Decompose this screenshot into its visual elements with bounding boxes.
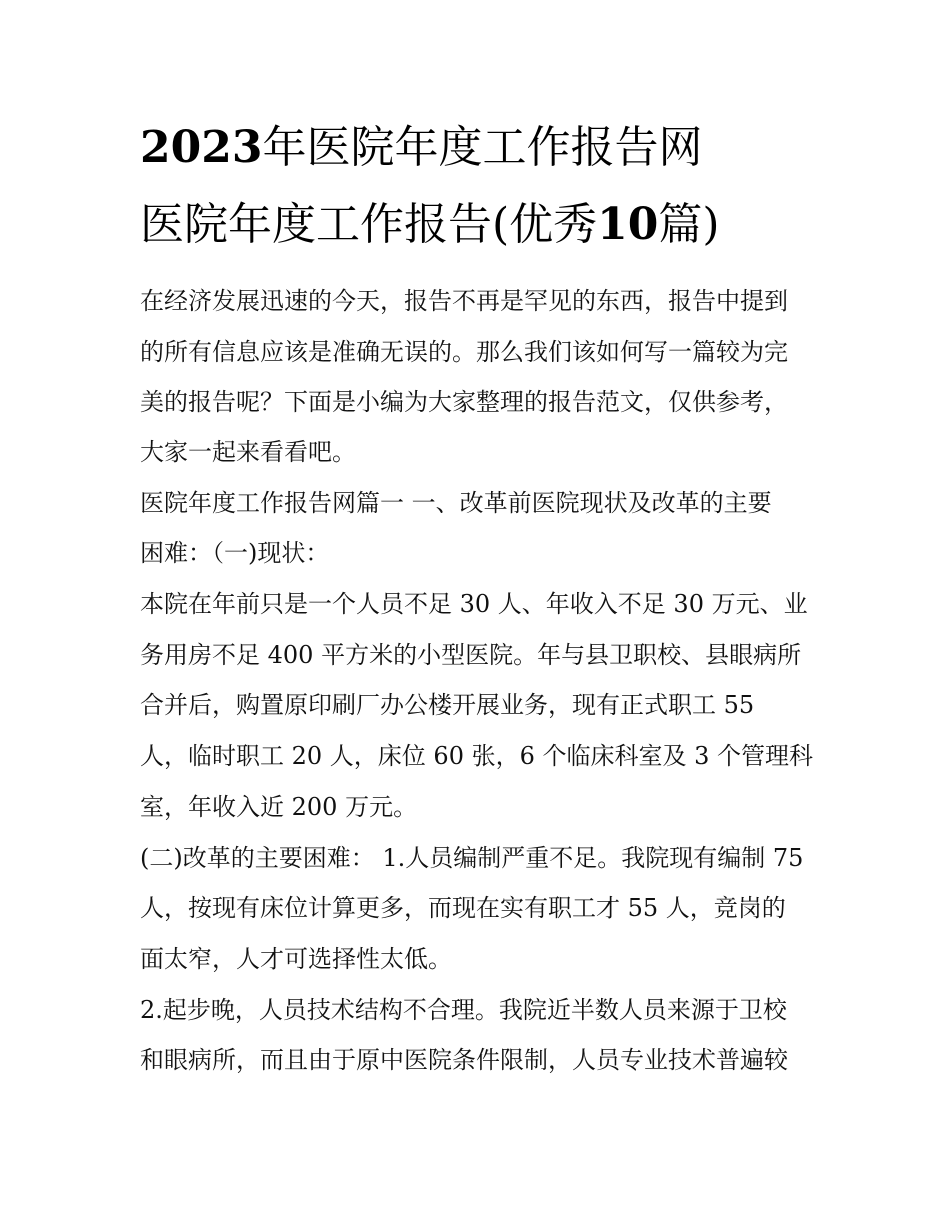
body-line: 2.起步晚，人员技术结构不合理。我院近半数人员来源于卫校	[140, 996, 787, 1024]
body-line: 大家一起来看看吧。	[140, 438, 356, 466]
title-count: 10	[597, 199, 659, 250]
body-line: 和眼病所，而且由于原中医院条件限制，人员专业技术普遍较	[140, 1046, 788, 1074]
body-line: 务用房不足 400 平方米的小型医院。年与县卫职校、县眼病所	[140, 641, 802, 669]
body-line: 面太窄，人才可选择性太低。	[140, 945, 452, 973]
body-line: 的所有信息应该是准确无误的。那么我们该如何写一篇较为完	[140, 338, 788, 366]
body-line: 医院年度工作报告网篇一 一、改革前医院现状及改革的主要	[140, 489, 772, 517]
title-line-1-text: 年医院年度工作报告网	[262, 122, 703, 173]
title-line-2-suffix: 篇)	[658, 199, 720, 250]
body-line: 人，临时职工 20 人，床位 60 张，6 个临床科室及 3 个管理科	[140, 742, 814, 770]
body-line: (二)改革的主要困难： 1.人员编制严重不足。我院现有编制 75	[140, 844, 804, 872]
body-line: 本院在年前只是一个人员不足 30 人、年收入不足 30 万元、业	[140, 590, 808, 618]
body-line: 在经济发展迅速的今天，报告不再是罕见的东西，报告中提到	[140, 287, 788, 315]
title-year: 2023	[140, 122, 263, 173]
document-title-line-1	[140, 123, 840, 173]
body-line: 合并后，购置原印刷厂办公楼开展业务，现有正式职工 55	[140, 691, 755, 719]
body-line: 美的报告呢？下面是小编为大家整理的报告范文，仅供参考，	[140, 388, 788, 416]
title-line-2-prefix: 医院年度工作报告(优秀	[140, 199, 598, 250]
body-line: 室，年收入近 200 万元。	[140, 793, 418, 821]
body-line: 人，按现有床位计算更多，而现在实有职工才 55 人，竞岗的	[140, 894, 786, 922]
document-title-line-2	[140, 200, 840, 250]
body-line: 困难：（一)现状：	[140, 539, 330, 567]
